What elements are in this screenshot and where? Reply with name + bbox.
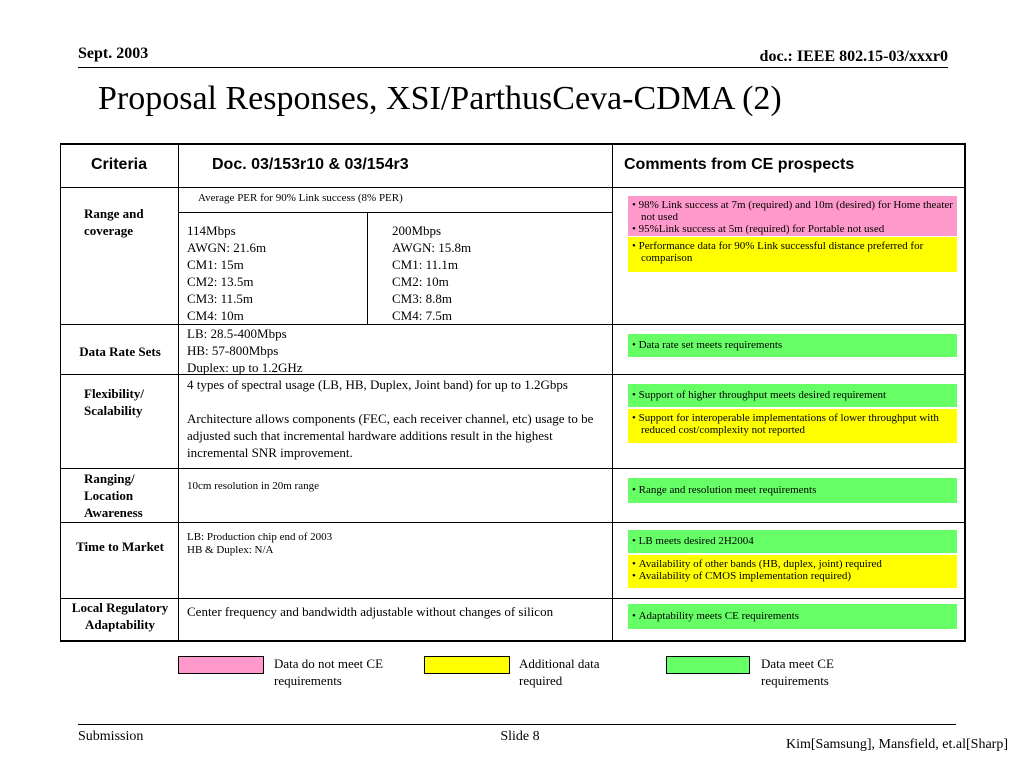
range-left-line: 114Mbps	[187, 223, 236, 238]
data-rate-values	[187, 325, 303, 376]
comment-range-yellow	[628, 237, 957, 272]
comment-ttm-yellow	[628, 555, 957, 588]
row-divider-flexibility	[60, 468, 966, 469]
range-left-line: CM4: 10m	[187, 308, 244, 323]
range-left-values	[187, 222, 266, 324]
comment-line: • Availability of CMOS implementation required)	[632, 570, 953, 582]
comment-line: • Adaptability meets CE requirements	[632, 607, 953, 622]
table-bottom-border	[60, 640, 966, 642]
range-right-values	[392, 222, 471, 324]
slide-title: Proposal Responses, XSI/ParthusCeva-CDMA (2)	[98, 80, 782, 117]
criteria-regulatory: Local Regulatory Adaptability	[71, 600, 169, 632]
comment-line: • Performance data for 90% Link successful distance preferred for comparison	[632, 240, 953, 264]
criteria-col-divider	[178, 143, 179, 641]
comment-line: • 95%Link success at 5m (required) for Portable not used	[632, 223, 953, 235]
comment-range-pink	[628, 196, 957, 236]
comments-col-divider	[612, 143, 613, 641]
range-right-line: 200Mbps	[392, 223, 442, 238]
range-left-line: CM2: 13.5m	[187, 274, 254, 289]
range-left-line: CM1: 15m	[187, 257, 244, 272]
range-left-line: CM3: 11.5m	[187, 291, 253, 306]
footer-rule	[78, 724, 956, 725]
table-right-border	[964, 143, 966, 641]
criteria-time-to-market: Time to Market	[76, 539, 164, 554]
criteria-data-rate: Data Rate Sets	[79, 344, 161, 359]
range-mid-divider	[367, 212, 368, 324]
legend-label-green: Data meet CE requirements	[761, 656, 834, 688]
slide-number: Slide 8	[500, 729, 540, 744]
col-header-doc: Doc. 03/153r10 & 03/154r3	[212, 156, 409, 173]
range-right-line: CM4: 7.5m	[392, 308, 452, 323]
legend-swatch-green	[666, 656, 750, 674]
legend-swatch-yellow	[424, 656, 510, 674]
comment-ttm-green	[628, 530, 957, 553]
comment-ranging-green	[628, 478, 957, 503]
range-subheader: Average PER for 90% Link success (8% PER)	[198, 192, 403, 204]
ttm-text	[187, 531, 332, 557]
col-header-comments: Comments from CE prospects	[624, 156, 855, 173]
criteria-flexibility: Flexibility/ Scalability	[84, 386, 144, 418]
criteria-range: Range and coverage	[84, 206, 144, 238]
regulatory-text: Center frequency and bandwidth adjustable without changes of silicon	[187, 604, 554, 619]
ttm-line: LB: Production chip end of 2003	[187, 531, 333, 543]
range-right-line: CM1: 11.1m	[392, 257, 458, 272]
criteria-ranging: Ranging/ Location Awareness	[84, 471, 143, 520]
row-divider-ttm	[60, 598, 966, 599]
range-right-line: CM3: 8.8m	[392, 291, 452, 306]
flexibility-line: 4 types of spectral usage (LB, HB, Duplex, Joint band) for up to 1.2Gbps	[187, 377, 568, 392]
table-top-border	[60, 143, 966, 145]
ranging-text: 10cm resolution in 20m range	[187, 480, 319, 492]
header-rule	[78, 67, 948, 68]
comment-line: • Support for interoperable implementations of lower throughput with reduced cost/complexity not reported	[632, 412, 953, 436]
comment-line: • LB meets desired 2H2004	[632, 533, 953, 547]
footer-submission: Submission	[78, 729, 144, 744]
comment-line: • 98% Link success at 7m (required) and 10m (desired) for Home theater not used	[632, 199, 953, 223]
flexibility-text	[187, 376, 607, 461]
legend-label-yellow: Additional data required	[519, 656, 600, 688]
comment-line: • Data rate set meets requirements	[632, 337, 953, 351]
data-rate-line: HB: 57-800Mbps	[187, 343, 279, 358]
row-divider-ranging	[60, 522, 966, 523]
comment-flexibility-green	[628, 384, 957, 407]
legend-label-pink: Data do not meet CE requirements	[274, 656, 384, 688]
data-rate-line: Duplex: up to 1.2GHz	[187, 360, 303, 375]
comment-data-rate-green	[628, 334, 957, 357]
flexibility-line: Architecture allows components (FEC, each receiver channel, etc) usage to be adjusted such that incremental hardware additions result in the highest incremental SNR improvement.	[187, 411, 594, 460]
table-header-divider	[60, 187, 966, 188]
comment-line: • Range and resolution meet requirements	[632, 481, 953, 496]
header-date: Sept. 2003	[78, 45, 149, 62]
range-subheader-divider	[178, 212, 612, 213]
legend-swatch-pink	[178, 656, 264, 674]
col-header-criteria: Criteria	[90, 156, 148, 173]
comment-flexibility-yellow	[628, 409, 957, 443]
header-doc-number: doc.: IEEE 802.15-03/xxxr0	[759, 48, 948, 65]
comment-regulatory-green	[628, 604, 957, 629]
range-right-line: AWGN: 15.8m	[392, 240, 472, 255]
footer-authors: Kim[Samsung], Mansfield, et.al[Sharp]	[785, 737, 1008, 752]
data-rate-line: LB: 28.5-400Mbps	[187, 326, 287, 341]
range-left-line: AWGN: 21.6m	[187, 240, 267, 255]
range-right-line: CM2: 10m	[392, 274, 449, 289]
comment-line: • Availability of other bands (HB, duplex, joint) required	[632, 558, 953, 570]
ttm-line: HB & Duplex: N/A	[187, 544, 274, 556]
comment-line: • Support of higher throughput meets desired requirement	[632, 387, 953, 401]
table-left-border	[60, 143, 61, 641]
